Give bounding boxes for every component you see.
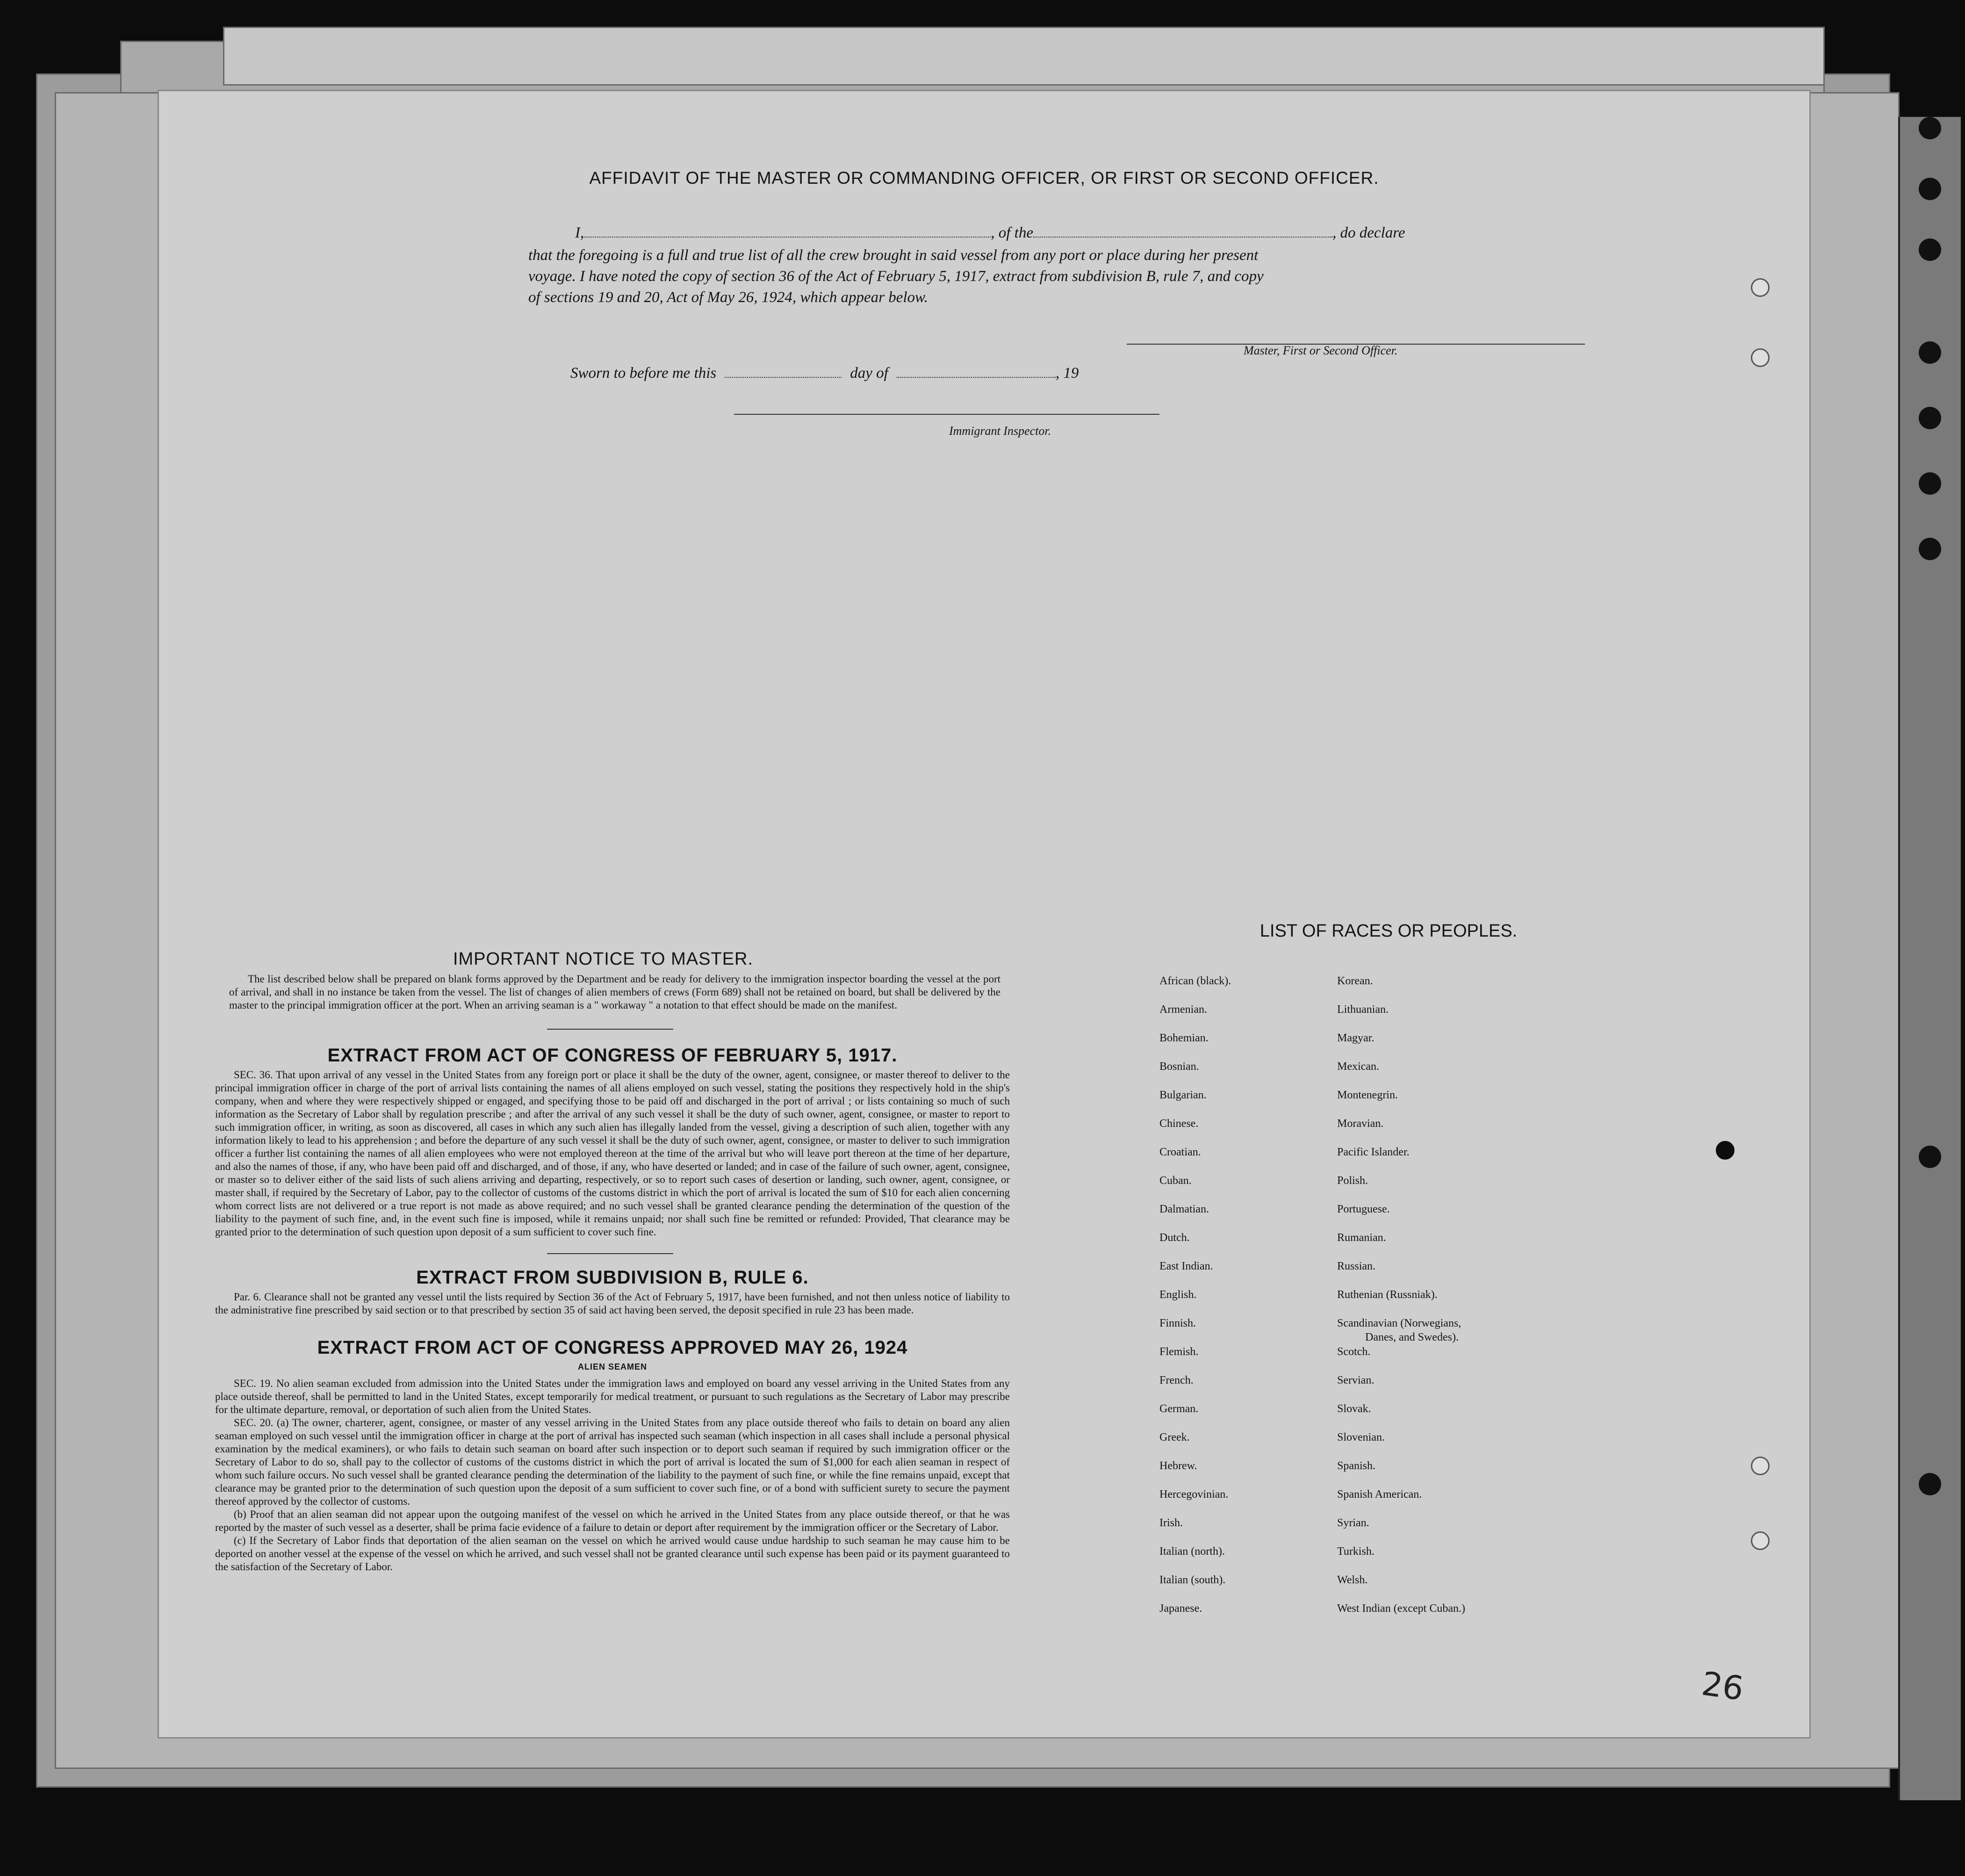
race-right-item: Korean. (1337, 975, 1373, 987)
race-right-item: Lithuanian. (1337, 1003, 1389, 1016)
race-right-item: Slovenian. (1337, 1431, 1385, 1443)
extract-1924-title: EXTRACT FROM ACT OF CONGRESS APPROVED MAY 26, 1924 (317, 1337, 908, 1358)
punch-hole (1919, 472, 1941, 495)
binder-hole (1716, 1141, 1735, 1160)
day-of-text: day of (850, 365, 888, 382)
race-left-item: Croatian. (1159, 1146, 1201, 1158)
race-left-item: Greek. (1159, 1431, 1190, 1443)
race-right-item: Montenegrin. (1337, 1089, 1398, 1101)
race-right-item: Slovak. (1337, 1403, 1371, 1415)
race-right-item: Mexican. (1337, 1061, 1379, 1073)
sec20a-paragraph: SEC. 20. (a) The owner, charterer, agent, consignee, or master of any vessel arriving in the United States from any place outside thereof who fails to detain on board any alien seaman employed on such vessel until the immigration officer in charge at the port of arrival has inspected such seaman (which inspection in all cases shall include a personal physical examination by the medical examiners), or who fails to detain such seaman on board after such inspection or to deport such seaman if required by such immigration officer or the Secretary of Labor to do so, shall pay to the collector of customs of the customs district in which the port of arrival is located the sum of $1,000 for each alien seaman in respect of whom such failure occurs. No such vessel shall be granted clearance pending the determination of the liability to the payment of such fine, or while the fine remains unpaid, except that clearance may be granted prior to the determination of such question upon the deposit of a sum sufficient to cover such fine, or of a bond with sufficient surety to secure the payment thereof approved by the collector of customs. (215, 1417, 1010, 1507)
page-number: 26 (1699, 1664, 1746, 1708)
races-list (159, 91, 1809, 1737)
affidavit-line-2: voyage. I have noted the copy of section 36 of the Act of February 5, 1917, extract from subdivision B, rule 7, and copy (528, 268, 1264, 285)
race-right-item: Magyar. (1337, 1032, 1375, 1044)
extract-rule6-title: EXTRACT FROM SUBDIVISION B, RULE 6. (416, 1267, 809, 1288)
race-left-item: Cuban. (1159, 1175, 1192, 1187)
declaration-do-declare: , do declare (1332, 224, 1405, 241)
race-right-item: Servian. (1337, 1374, 1375, 1386)
race-right-item: Welsh. (1337, 1574, 1368, 1586)
punch-hole (1919, 407, 1941, 429)
punch-hole (1919, 117, 1941, 139)
race-left-item: French. (1159, 1374, 1194, 1386)
race-right-item: Turkish. (1337, 1545, 1375, 1558)
race-left-item: German. (1159, 1403, 1199, 1415)
race-right-item: West Indian (except Cuban.) (1337, 1602, 1465, 1615)
race-right-item: Danes, and Swedes). (1365, 1331, 1459, 1343)
race-right-item: Spanish American. (1337, 1488, 1422, 1501)
races-title: LIST OF RACES OR PEOPLES. (1260, 921, 1518, 941)
master-label: Master, First or Second Officer. (1244, 344, 1398, 357)
race-left-item: Chinese. (1159, 1118, 1199, 1130)
race-left-item: Italian (north). (1159, 1545, 1225, 1558)
binder-hole (1751, 1531, 1770, 1550)
race-right-item: Spanish. (1337, 1460, 1376, 1472)
sec20b-paragraph: (b) Proof that an alien seaman did not appear upon the outgoing manifest of the vessel on which he arrived in the United States from any place outside thereof, or that he was reported by the master of such vessel as a deserter, shall be prima facie evidence of a failure to detain or deport after requirement by the immigration officer or the Secretary of Labor. (215, 1508, 1010, 1533)
document-sheet (159, 91, 1809, 1737)
race-left-item: Japanese. (1159, 1602, 1202, 1615)
race-left-item: Hebrew. (1159, 1460, 1197, 1472)
race-left-item: Hercegovinian. (1159, 1488, 1229, 1501)
race-right-item: Ruthenian (Russniak). (1337, 1289, 1438, 1301)
race-left-item: African (black). (1159, 975, 1231, 987)
race-left-item: Bosnian. (1159, 1061, 1199, 1073)
race-left-item: Dalmatian. (1159, 1203, 1209, 1215)
race-left-item: English. (1159, 1289, 1197, 1301)
notice-text: The list described below shall be prepared on blank forms approved by the Department and be ready for delivery to the immigration inspector boarding the vessel at the port of arrival, and shall in no instance be taken from the vessel. The list of changes of alien members of crews (Form 689) shall not be retained on board, but shall be delivered by the master to the principal immigration officer at the port. When an arriving seaman is a " workaway " a notation to that effect should be made on the manifest. (229, 973, 1000, 1011)
declaration-of-the: , of the (991, 224, 1033, 241)
race-left-item: Armenian. (1159, 1003, 1207, 1016)
race-right-item: Scotch. (1337, 1346, 1371, 1358)
paper-stack-top-edge (224, 28, 1823, 84)
race-left-item: Italian (south). (1159, 1574, 1226, 1586)
binder-hole (1751, 348, 1770, 367)
extract-1924-subtitle: ALIEN SEAMEN (577, 1362, 647, 1371)
punch-hole (1919, 178, 1941, 200)
declaration-i: I, (575, 224, 584, 241)
year-text: , 19 (1055, 365, 1079, 382)
sec19-paragraph: SEC. 19. No alien seaman excluded from admission into the United States under the immigration laws and employed on board any vessel arriving in the United States from any place outside thereof, shall be permitted to land in the United States, except temporarily for medical treatment, or pursuant to such regulations as the Secretary of Labor may prescribe for the ultimate departure, removal, or deportation of such alien from the United States. (215, 1378, 1010, 1415)
notice-title: IMPORTANT NOTICE TO MASTER. (453, 949, 754, 969)
race-left-item: Finnish. (1159, 1317, 1196, 1329)
extract-rule6-text: Par. 6. Clearance shall not be granted any vessel until the lists required by Section 36 of the Act of February 5, 1917, have been furnished, and not then unless notice of liability to the administrative fine prescribed by said section or to that prescribed by section 35 of said act having been served, the deposit specified in rule 23 has been made. (215, 1291, 1010, 1316)
extract-1917-text: SEC. 36. That upon arrival of any vessel in the United States from any foreign port or place it shall be the duty of the owner, agent, consignee, or master thereof to deliver to the principal immigration officer in charge of the port of arrival lists containing the names of all aliens employed on such vessel, stating the positions they respectively hold in the ship's company, when and where they were respectively shipped or engaged, and specifying those to be paid off and discharged in the port of arrival ; or lists containing so much of such information as the Secretary of Labor shall by regulation prescribe ; and after the arrival of any such vessel it shall be the duty of such owner, agent, consignee, or master to report to such immigration officer, in writing, as soon as discovered, all cases in which any such alien has illegally landed from the vessel, giving a description of such alien, together with any information likely to lead to his apprehension ; and before the departure of any such vessel it shall be the duty of such owner, agent, consignee, or master to deliver to such immigration officer a further list containing the names of all alien employees who were not employed thereon at the time of the arrival but who will leave port thereon at the time of her departure, and also the names of those, if any, who have been paid off and discharged, and of those, if any, who have deserted or landed; and in case of the failure of such owner, agent, consignee, or master so to deliver either of the said lists of such aliens arriving and departing, respectively, or so to report such cases of desertion or landing, such owner, agent, consignee, or master shall, if required by the Secretary of Labor, pay to the collector of customs of the customs district in which the port of arrival is located the sum of $10 for each alien concerning whom correct lists are not delivered or a true report is not made as above required; and no such vessel shall be granted clearance pending the determination of the question of the liability to the payment of such fine, and, in the event such fine is imposed, while it remains unpaid; nor shall such fine be remitted or refunded: Provided, That clearance may be granted prior to the determination of such question upon deposit of a sum sufficient to cover such fine. (215, 1069, 1010, 1238)
affidavit-line-3: of sections 19 and 20, Act of May 26, 1924, which appear below. (528, 289, 928, 306)
race-left-item: Irish. (1159, 1517, 1183, 1529)
sworn-text: Sworn to before me this (570, 365, 717, 382)
punch-hole (1919, 341, 1941, 364)
race-right-item: Scandinavian (Norwegians, (1337, 1317, 1461, 1329)
sec20c-paragraph: (c) If the Secretary of Labor finds that deportation of the alien seaman on the vessel on which he arrived would cause undue hardship to such seaman he may cause him to be deported on another vessel at the expense of the vessel on which he arrived, and such vessel shall not be granted clearance until such expense has been paid or its payment guaranteed to the satisfaction of the Secretary of Labor. (215, 1535, 1010, 1573)
race-right-item: Syrian. (1337, 1517, 1369, 1529)
race-left-item: Bohemian. (1159, 1032, 1209, 1044)
race-right-item: Rumanian. (1337, 1232, 1386, 1244)
race-right-item: Pacific Islander. (1337, 1146, 1410, 1158)
binder-hole (1751, 1457, 1770, 1475)
race-right-item: Polish. (1337, 1175, 1368, 1187)
inspector-label: Immigrant Inspector. (949, 424, 1051, 438)
race-right-item: Moravian. (1337, 1118, 1384, 1130)
punch-hole (1919, 1473, 1941, 1495)
punch-hole (1919, 1146, 1941, 1168)
binder-strip (1898, 117, 1961, 1800)
extract-1917-title: EXTRACT FROM ACT OF CONGRESS OF FEBRUARY 5, 1917. (327, 1045, 898, 1066)
punch-hole (1919, 238, 1941, 261)
punch-hole (1919, 538, 1941, 560)
affidavit-line-1: that the foregoing is a full and true list of all the crew brought in said vessel from any port or place during her present (528, 247, 1259, 264)
race-left-item: Flemish. (1159, 1346, 1199, 1358)
race-left-item: East Indian. (1159, 1260, 1213, 1272)
race-left-item: Bulgarian. (1159, 1089, 1207, 1101)
race-right-item: Portuguese. (1337, 1203, 1390, 1215)
binder-hole (1751, 278, 1770, 297)
affidavit-title: AFFIDAVIT OF THE MASTER OR COMMANDING OFFICER, OR FIRST OR SECOND OFFICER. (589, 168, 1379, 188)
race-left-item: Dutch. (1159, 1232, 1190, 1244)
race-right-item: Russian. (1337, 1260, 1376, 1272)
